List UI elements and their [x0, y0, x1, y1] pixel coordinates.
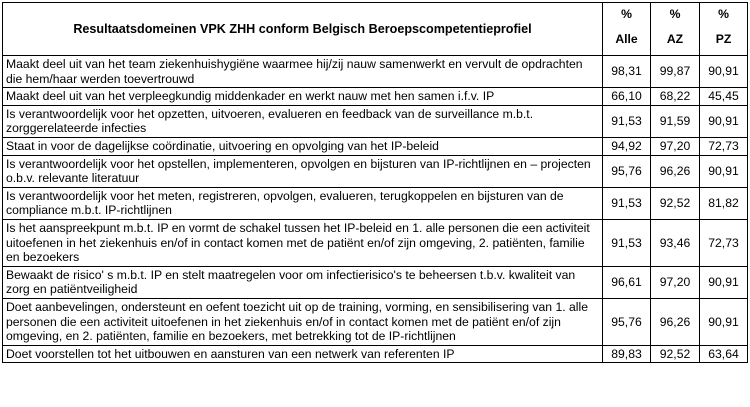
table-row [3, 187, 748, 219]
table-row [3, 266, 748, 298]
column-header-alle [603, 3, 651, 56]
value-az: 93,46 [651, 219, 700, 266]
value-alle: 98,31 [603, 56, 651, 88]
value-az: 97,20 [651, 137, 700, 155]
header-row [3, 3, 748, 56]
value-pz: 72,73 [700, 219, 748, 266]
column-header-az [651, 3, 700, 56]
value-az: 92,52 [651, 345, 700, 363]
value-alle: 96,61 [603, 266, 651, 298]
row-description: Maakt deel uit van het team ziekenhuishygiëne waarmee hij/zij nauw samenwerkt en vervult de opdrachten die hem/haar werden toevertrouwd [3, 56, 603, 88]
value-az: 91,59 [651, 105, 700, 137]
column-header-symbol: % [669, 7, 681, 21]
table-container [2, 2, 747, 363]
table-row [3, 345, 748, 363]
row-description: Bewaakt de risico' s m.b.t. IP en stelt maatregelen voor om infectierisico's te beheersen t.b.v. kwaliteit van zorg en patiëntveiligheid [3, 266, 603, 298]
value-alle: 94,92 [603, 137, 651, 155]
row-description: Is verantwoordelijk voor het meten, registreren, opvolgen, evalueren, terugkoppelen en bijsturen van de compliance m.b.t. IP-richtlijnen [3, 187, 603, 219]
value-alle: 95,76 [603, 155, 651, 187]
value-alle: 91,53 [603, 105, 651, 137]
column-header-pz [700, 3, 748, 56]
column-header-label: AZ [666, 32, 684, 46]
value-pz: 90,91 [700, 266, 748, 298]
row-description: Is verantwoordelijk voor het opstellen, implementeren, opvolgen en bijsturen van IP-richtlijnen en – projecten o.b.v. relevante literatuur [3, 155, 603, 187]
column-header-symbol: % [621, 7, 632, 21]
table-row [3, 155, 748, 187]
value-alle: 89,83 [603, 345, 651, 363]
value-pz: 90,91 [700, 155, 748, 187]
value-az: 99,87 [651, 56, 700, 88]
value-pz: 45,45 [700, 88, 748, 106]
value-alle: 66,10 [603, 88, 651, 106]
table-row [3, 219, 748, 266]
table-row [3, 137, 748, 155]
row-description: Doet aanbevelingen, ondersteunt en oefent toezicht uit op de training, vorming, en sensibilisering van 1. alle personen die een activiteit uitoefenen in het ziekenhuis en/of in contact komen met de patiënt en/of zijn omgeving, en 2. patiënten, familie en bezoekers, met betrekking tot de IP-richtlijnen [3, 298, 603, 345]
value-pz: 81,82 [700, 187, 748, 219]
value-pz: 63,64 [700, 345, 748, 363]
value-az: 96,26 [651, 155, 700, 187]
row-description: Is het aanspreekpunt m.b.t. IP en vormt de schakel tussen het IP-beleid en 1. alle personen die een activiteit uitoefenen in het ziekenhuis en/of in contact komen met de patiënt en/of zijn omgeving, 2. patiënten, familie en bezoekers [3, 219, 603, 266]
column-header-symbol: % [718, 7, 729, 21]
column-header-label: Alle [615, 32, 638, 46]
value-az: 97,20 [651, 266, 700, 298]
value-az: 96,26 [651, 298, 700, 345]
row-description: Is verantwoordelijk voor het opzetten, uitvoeren, evalueren en feedback van de surveillance m.b.t. zorggerelateerde infecties [3, 105, 603, 137]
value-az: 92,52 [651, 187, 700, 219]
row-description: Maakt deel uit van het verpleegkundig middenkader en werkt nauw met hen samen i.f.v. IP [3, 88, 603, 106]
value-pz: 90,91 [700, 56, 748, 88]
value-az: 68,22 [651, 88, 700, 106]
column-header-label: PZ [715, 32, 732, 46]
table-row [3, 298, 748, 345]
value-pz: 72,73 [700, 137, 748, 155]
value-alle: 95,76 [603, 298, 651, 345]
row-description: Doet voorstellen tot het uitbouwen en aansturen van een netwerk van referenten IP [3, 345, 603, 363]
value-alle: 91,53 [603, 219, 651, 266]
competency-table [2, 2, 748, 363]
row-description: Staat in voor de dagelijkse coördinatie, uitvoering en opvolging van het IP-beleid [3, 137, 603, 155]
value-pz: 90,91 [700, 298, 748, 345]
table-row [3, 56, 748, 88]
value-pz: 90,91 [700, 105, 748, 137]
value-alle: 91,53 [603, 187, 651, 219]
table-title: Resultaatsdomeinen VPK ZHH conform Belgisch Beroepscompetentieprofiel [3, 3, 603, 56]
table-row [3, 105, 748, 137]
table-row [3, 88, 748, 106]
